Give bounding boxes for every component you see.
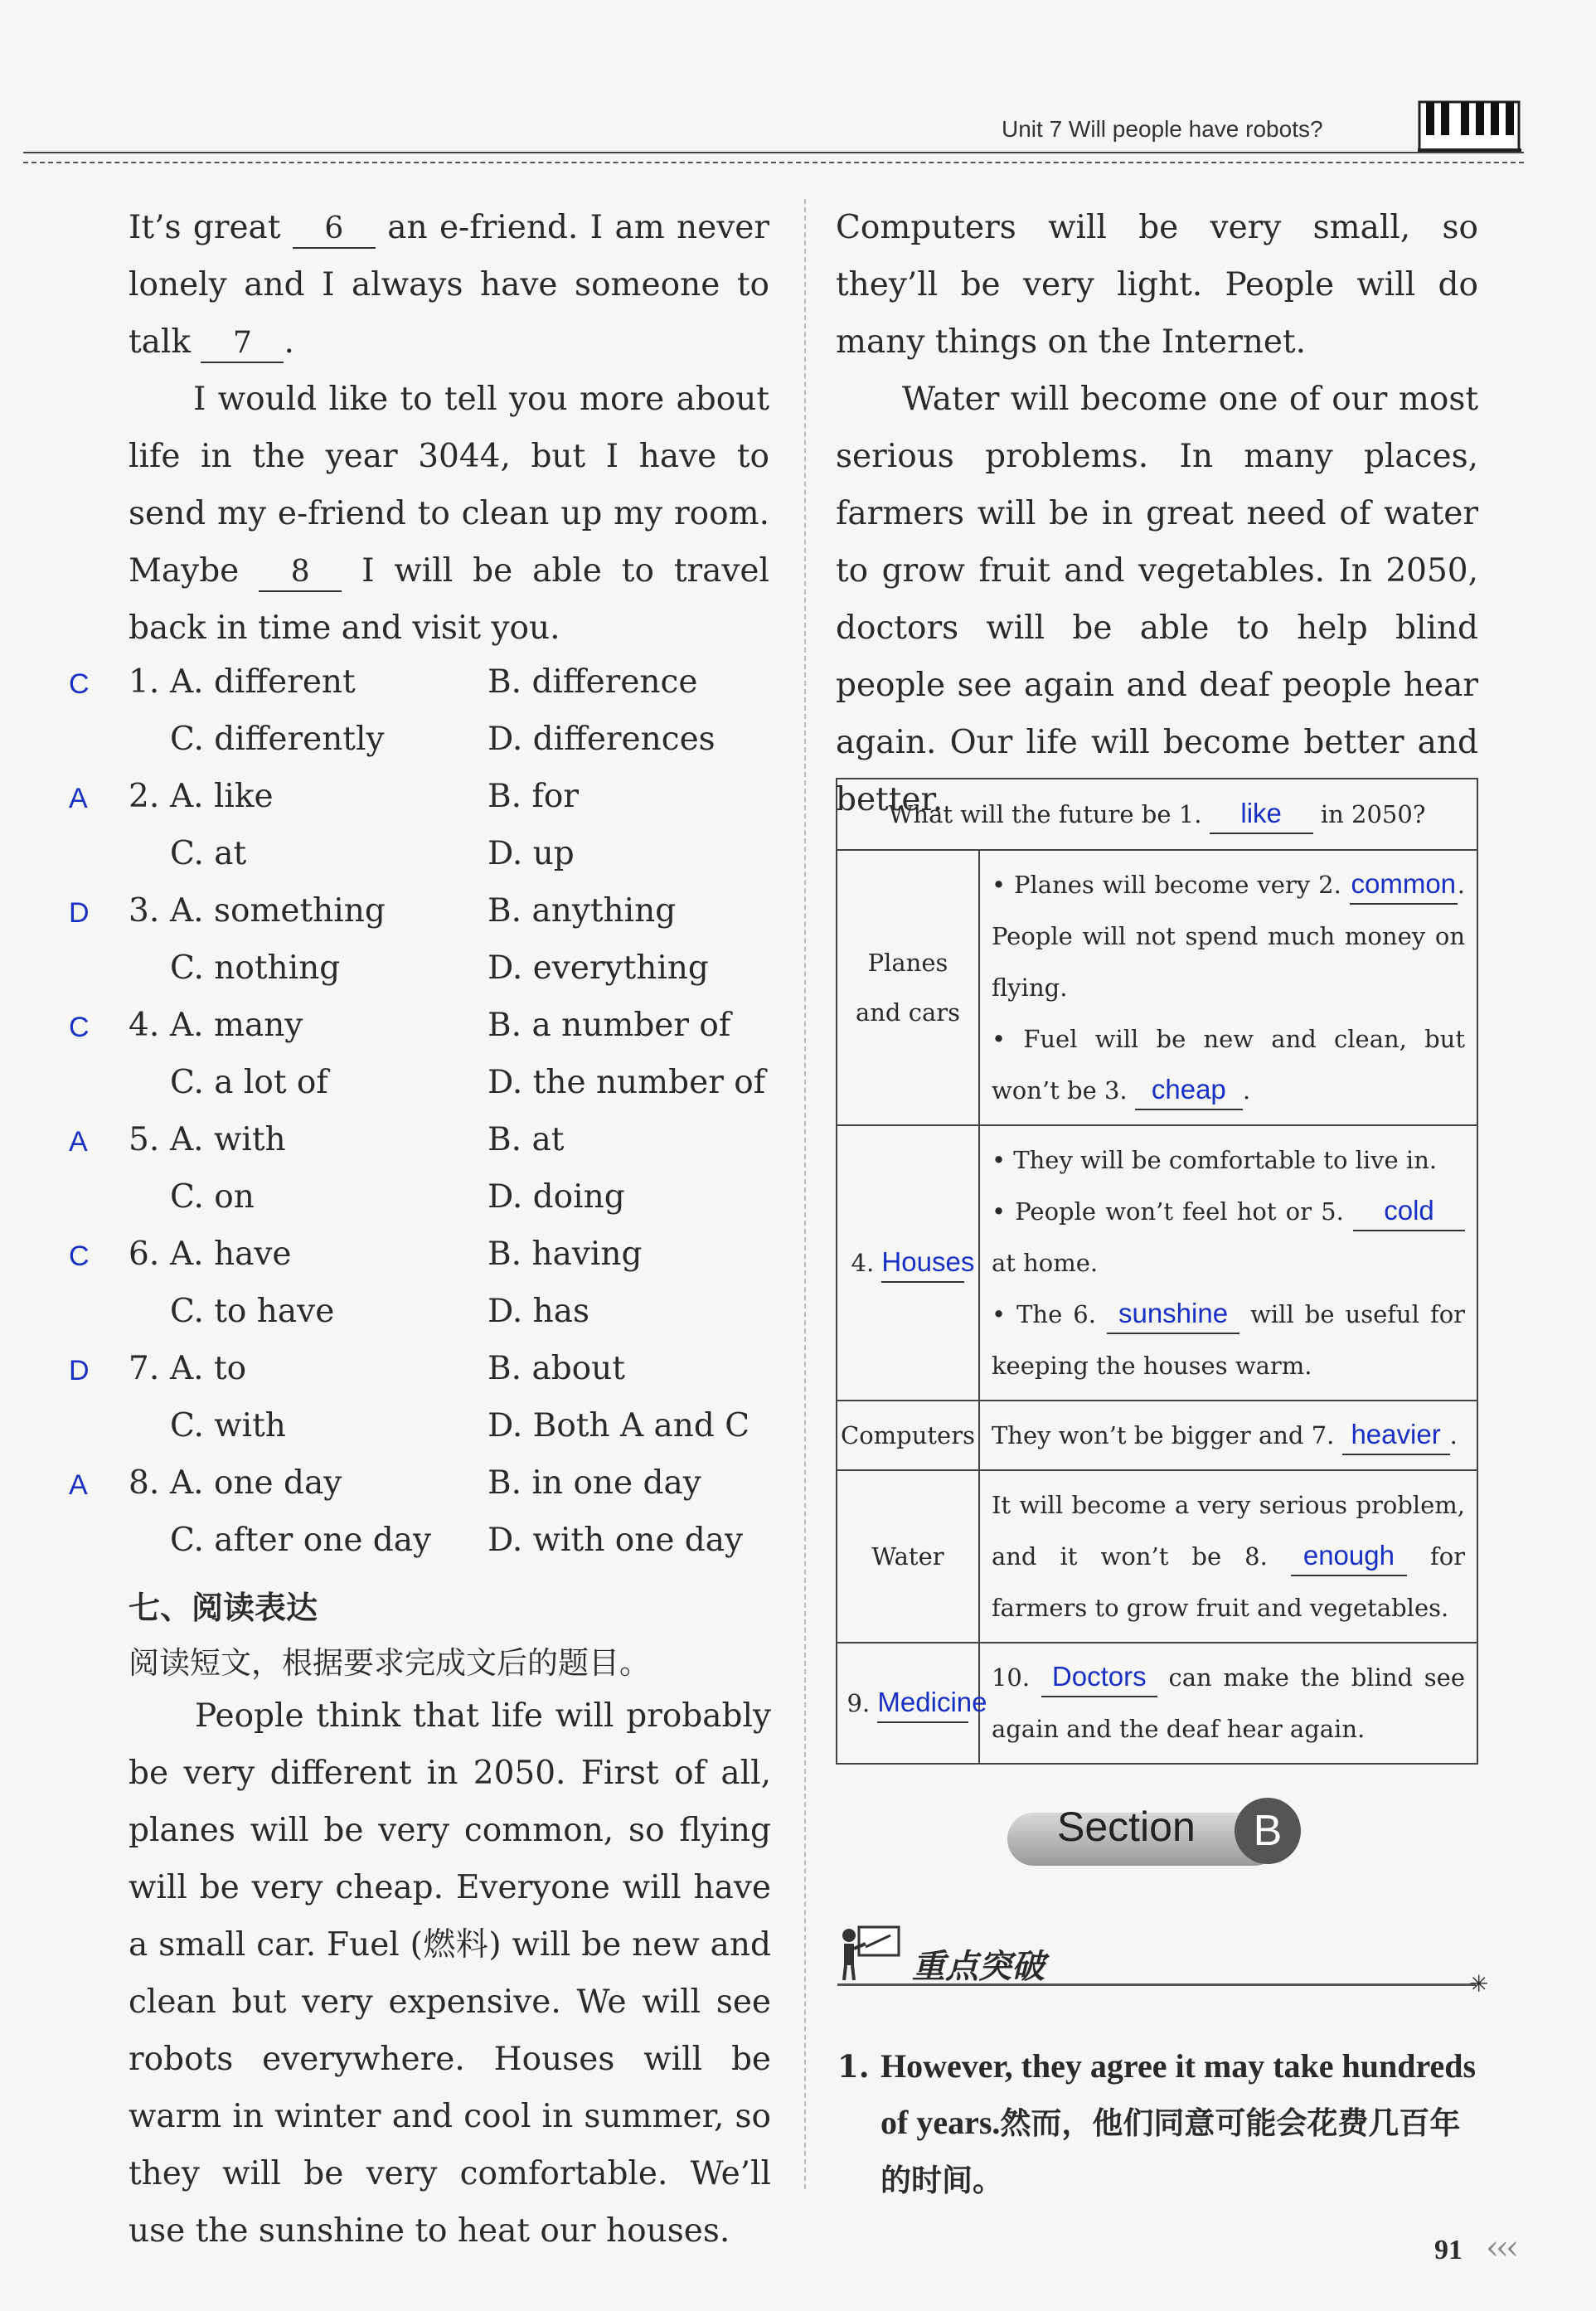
option-a: A. many (170, 1007, 303, 1044)
option-c: C. a lot of (170, 1064, 328, 1101)
option-c: C. to have (170, 1293, 335, 1330)
teacher-board-icon (837, 1922, 904, 1982)
option-c: C. with (170, 1407, 286, 1444)
option-a: A. to (170, 1350, 247, 1387)
answer-3: cheap (1151, 1074, 1226, 1105)
answer-4: Houses (881, 1246, 975, 1277)
answer-mark: D (69, 1355, 90, 1386)
option-d: D. Both A and C (488, 1407, 750, 1444)
blank-8: 8 (290, 555, 310, 589)
answer-mark: A (69, 783, 88, 814)
option-d: D. doing (488, 1178, 625, 1216)
answer-mark: A (69, 1469, 88, 1501)
key-point-1: 1. However, they agree it may take hundreds of years.然而，他们同意可能会花费几百年的时间。 (837, 2047, 1477, 2198)
option-d: D. the number of (488, 1064, 766, 1101)
answer-mark: A (69, 1126, 88, 1158)
key-points-title: 重点突破 (912, 1948, 1045, 1986)
column-divider (804, 199, 806, 2189)
section-7-instruction: 阅读短文，根据要求完成文后的题目。 (129, 1645, 650, 1681)
option-a: A. with (170, 1121, 286, 1158)
option-b: B. in one day (488, 1464, 701, 1502)
answer-6: sunshine (1118, 1298, 1229, 1328)
option-a: A. different (170, 663, 356, 701)
header-rule (23, 152, 1524, 153)
reading-paragraph-1: People think that life will probably be very different in 2050. First of all, planes will be very common, so flying will be very cheap. Everyone will have a small car. Fuel (燃料) will be new and clean but very expensive. We will see robots everywhere. Houses will be warm in winter and cool in summer, so they will be very comfortable. We’ll use the sunshine to heat our houses. (129, 1697, 771, 2250)
question-number: 2. (129, 778, 160, 815)
option-a: A. like (170, 778, 274, 815)
option-c: C. nothing (170, 949, 341, 987)
row-label-planes: Planes and cars (837, 850, 979, 1125)
option-d: D. has (488, 1293, 590, 1330)
option-a: A. one day (170, 1464, 342, 1502)
question-number: 6. (129, 1236, 160, 1273)
answer-mark: C (69, 1012, 90, 1043)
table-row: Planes and cars • Planes will become very 2. common. People will not spend much money on flying. • Fuel will be new and clean, but won’t be 3. cheap . (837, 850, 1477, 1125)
option-b: B. having (488, 1236, 643, 1273)
page-arrows-icon: ‹‹‹ (1486, 2229, 1516, 2267)
option-d: D. differences (488, 721, 716, 758)
answer-mark: D (69, 897, 90, 929)
option-d: D. everything (488, 949, 709, 987)
section-7-title: 七、阅读表达 (129, 1590, 318, 1626)
option-b: B. difference (488, 663, 698, 701)
option-b: B. anything (488, 892, 677, 930)
header-piano-icon (1418, 95, 1521, 153)
question-number: 7. (129, 1350, 160, 1387)
question-number: 1. (129, 663, 160, 701)
section-b-label: Section (1057, 1804, 1196, 1850)
option-d: D. up (488, 835, 575, 872)
row-label-water: Water (837, 1470, 979, 1643)
answer-mark: C (69, 668, 90, 700)
reading-paragraph-2: Computers will be very small, so they’ll be very light. People will do many things on the Internet. (836, 209, 1478, 361)
option-c: C. on (170, 1178, 255, 1216)
answer-1: like (1240, 798, 1282, 828)
section-b-badge (1007, 1798, 1310, 1872)
table-row: 4. Houses • They will be comfortable to live in. • People won’t feel hot or 5. cold at home. • The 6. sunshine will be useful for keeping the houses warm. (837, 1125, 1477, 1401)
option-b: B. about (488, 1350, 625, 1387)
header-dash-rule (23, 162, 1524, 163)
summary-table (836, 778, 1478, 1765)
answer-mark: C (69, 1240, 90, 1272)
page-number: 91 (1434, 2235, 1463, 2265)
table-row: What will the future be 1. like in 2050? (837, 779, 1477, 850)
option-d: D. with one day (488, 1522, 744, 1559)
blank-7: 7 (232, 326, 252, 360)
option-a: A. something (170, 892, 386, 930)
option-b: B. for (488, 778, 580, 815)
option-c: C. at (170, 835, 247, 872)
answer-2: common (1351, 868, 1457, 899)
star-icon: ✳ (1469, 1970, 1489, 1998)
question-number: 3. (129, 892, 160, 930)
answer-8: enough (1303, 1540, 1395, 1571)
key-points-rule (837, 1983, 1476, 1986)
option-c: C. after one day (170, 1522, 432, 1559)
left-paragraph-2: I would like to tell you more about life in the year 3044, but I have to send my e-friend to clean up my room. Maybe 8 I will be able to travel back in time and visit you. (129, 381, 769, 647)
header-title: Unit 7 Will people have robots? (1002, 116, 1323, 142)
section-b-letter: B (1235, 1798, 1301, 1864)
answer-5: cold (1384, 1195, 1434, 1226)
table-row: 9. Medicine 10. Doctors can make the blind see again and the deaf hear again. (837, 1643, 1477, 1764)
question-number: 4. (129, 1007, 160, 1044)
row-label-computers: Computers (837, 1401, 979, 1470)
option-c: C. differently (170, 721, 385, 758)
answer-10: Doctors (1051, 1661, 1147, 1692)
option-b: B. at (488, 1121, 565, 1158)
table-row: Computers They won’t be bigger and 7. heavier . (837, 1401, 1477, 1470)
option-b: B. a number of (488, 1007, 731, 1044)
option-a: A. have (170, 1236, 292, 1273)
answer-9: Medicine (877, 1687, 987, 1717)
table-row: Water It will become a very serious problem, and it won’t be 8. enough for farmers to grow fruit and vegetables. (837, 1470, 1477, 1643)
left-paragraph-1: It’s great 6 an e-friend. I am never lonely and I always have someone to talk 7 . (129, 199, 769, 371)
answer-7: heavier (1351, 1419, 1441, 1449)
question-number: 8. (129, 1464, 160, 1502)
reading-paragraph-3: Water will become one of our most serious problems. In many places, farmers will be in great need of water to grow fruit and vegetables. In 2050, doctors will be able to help blind people see again and deaf people hear again. Our life will become better and better. (836, 381, 1478, 818)
question-number: 5. (129, 1121, 160, 1158)
blank-6: 6 (324, 211, 344, 245)
